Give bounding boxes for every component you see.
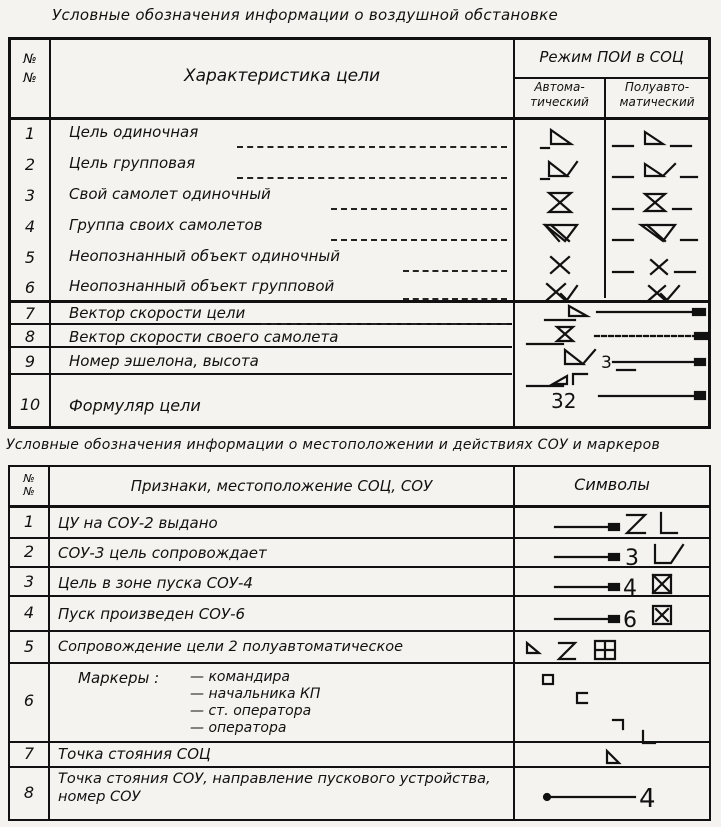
row-number: 4 (24, 217, 36, 236)
leader-line (331, 208, 507, 210)
sou4-number: 4 (623, 576, 637, 601)
leader-line (261, 323, 507, 325)
markers-list (190, 669, 320, 737)
row-text: Группа своих самолетов (69, 216, 263, 234)
row-number: 4 (23, 603, 35, 622)
col-divider (49, 40, 51, 426)
table1-caption: Условные обозначения информации о воздушной обстановке (52, 6, 559, 24)
mode-header: Режим ПОИ в СОЦ (539, 48, 684, 66)
row-text: Пуск произведен СОУ-6 (58, 605, 246, 623)
marker-senior-operator: — ст. оператора (190, 703, 312, 719)
row-number: 1 (24, 124, 36, 143)
characteristic-header: Характеристика цели (183, 66, 381, 86)
sou-number: 4 (639, 784, 656, 814)
row-text: Свой самолет одиночный (69, 185, 271, 203)
row-text: Точка стояния СОУ, направление пускового устройства, номер СОУ (58, 771, 491, 805)
marker-kp-chief: — начальника КП (190, 686, 321, 702)
table2-caption: Условные обозначения информации о местоположении и действиях СОУ и маркеров (6, 437, 660, 453)
row-text: Маркеры : (78, 669, 160, 687)
leader-line (403, 298, 507, 300)
row-number: 8 (24, 327, 36, 346)
row-number: 6 (23, 691, 35, 710)
sou6-number: 6 (623, 608, 637, 633)
row-text: Вектор скорости цели (69, 304, 246, 322)
row-text: Неопознанный объект групповой (69, 277, 335, 295)
row-divider (513, 77, 708, 79)
row-number: 7 (23, 744, 35, 763)
leader-line (331, 239, 507, 241)
row-number: 2 (23, 542, 35, 561)
row-number: 5 (23, 637, 35, 656)
row-text: ЦУ на СОУ-2 выдано (58, 514, 218, 532)
row-number: 3 (23, 572, 35, 591)
row-number: 3 (24, 186, 36, 205)
symbols-header: Символы (574, 475, 650, 494)
row-text: Цель в зоне пуска СОУ-4 (58, 574, 253, 592)
semi-auto-symbols (611, 122, 706, 302)
row-text: Номер эшелона, высота (69, 352, 259, 370)
row-text: Неопознанный объект одиночный (69, 247, 340, 265)
row-number: 10 (19, 395, 41, 414)
air-situation-table (8, 37, 711, 429)
sou-action-symbols (515, 505, 709, 821)
col-divider (604, 77, 606, 298)
row-text: Сопровождение цели 2 полуавтоматическое (58, 639, 403, 655)
row-number: 7 (24, 304, 36, 323)
row-number: 8 (23, 783, 35, 802)
row-number: 2 (24, 155, 36, 174)
auto-header: Автома- тический (530, 80, 589, 109)
leader-line (237, 146, 507, 148)
row-divider (11, 373, 512, 375)
formular-number: 32 (551, 389, 577, 413)
single-target-auto-symbol (541, 122, 581, 302)
sou-markers-table (8, 465, 711, 821)
vector-symbols (515, 302, 711, 430)
num-header: № № (23, 472, 35, 498)
row-number: 9 (24, 352, 36, 371)
row-text: Цель групповая (69, 154, 196, 172)
header-divider (11, 117, 708, 120)
row-text: СОУ-3 цель сопровождает (58, 544, 267, 562)
leader-line (237, 177, 507, 179)
row-text: Формуляр цели (69, 396, 201, 415)
row-number: 5 (24, 248, 36, 267)
row-text: Вектор скорости своего самолета (69, 328, 339, 346)
row-text: Точка стояния СОЦ (58, 745, 211, 763)
row-number: 1 (23, 512, 35, 531)
row-divider (11, 346, 512, 348)
semi-header: Полуавто- матический (619, 80, 695, 109)
row-text: Цель одиночная (69, 123, 199, 141)
marker-commander: — командира (190, 669, 291, 685)
marker-operator: — оператора (190, 720, 287, 736)
row-number: 6 (24, 278, 36, 297)
signs-header: Признаки, местоположение СОЦ, СОУ (130, 477, 433, 495)
sou3-number: 3 (625, 546, 639, 571)
echelon-number: 3 (601, 353, 612, 373)
num-header: № № (23, 52, 37, 86)
leader-line (403, 270, 507, 272)
